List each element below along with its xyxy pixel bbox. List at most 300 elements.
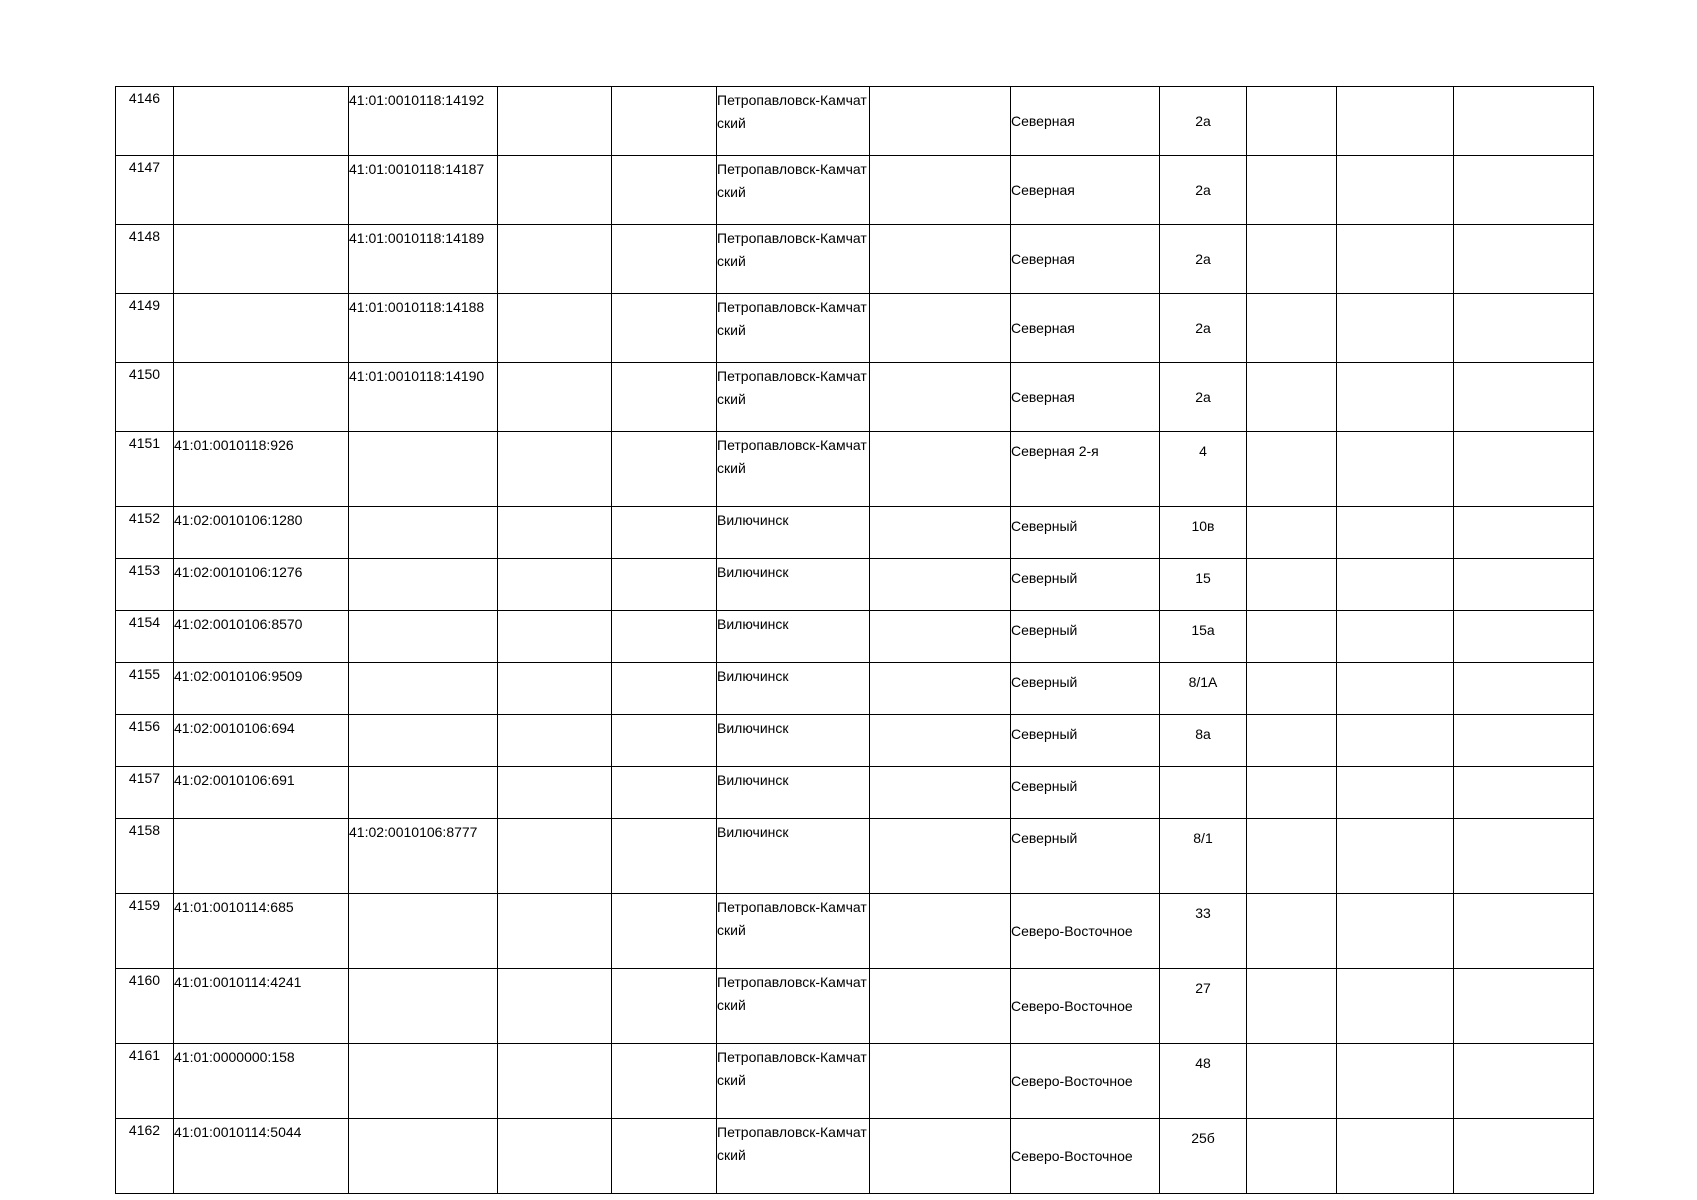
cadastral-number-cell-text: 41:01:0010118:926 [174, 437, 294, 453]
row-number-text: 4147 [128, 159, 161, 175]
empty-cell [1247, 432, 1337, 507]
cadastral-number-alt-cell-text: 41:01:0010118:14190 [349, 368, 485, 384]
street-cell-text: Северная [1011, 388, 1075, 405]
cadastral-number-alt-cell [349, 294, 498, 363]
row-number [116, 767, 174, 819]
street-cell-text: Северо-Восточное [1011, 1147, 1133, 1164]
row-number-text: 4149 [128, 297, 161, 313]
city-cell [717, 559, 870, 611]
cadastral-number-alt-cell [349, 87, 498, 156]
cadastral-number-alt-cell [349, 432, 498, 507]
empty-cell [1337, 767, 1454, 819]
row-number-text: 4151 [128, 435, 161, 451]
city-cell [717, 87, 870, 156]
empty-cell [1247, 611, 1337, 663]
empty-cell [1454, 715, 1594, 767]
table-row [116, 1119, 1594, 1194]
street-cell [1011, 559, 1160, 611]
empty-cell [870, 1044, 1011, 1119]
street-cell-text: Северный [1011, 570, 1078, 586]
city-cell [717, 663, 870, 715]
house-number-cell [1160, 432, 1247, 507]
street-cell [1011, 1119, 1160, 1194]
empty-cell [1337, 225, 1454, 294]
empty-cell [1454, 767, 1594, 819]
city-cell [717, 1119, 870, 1194]
empty-cell [870, 156, 1011, 225]
cadastral-number-alt-cell-text: 41:01:0010118:14188 [349, 299, 485, 315]
house-number-cell-text: 2а [1195, 181, 1211, 198]
row-number-text: 4150 [128, 366, 161, 382]
city-cell-text: Петропавловск-Камчатский [717, 899, 867, 938]
empty-cell [498, 559, 612, 611]
city-cell-text: Петропавловск-Камчатский [717, 230, 867, 269]
cadastral-number-alt-cell [349, 894, 498, 969]
row-number-text: 4146 [128, 90, 161, 106]
house-number-cell-text: 15 [1195, 570, 1211, 586]
city-cell [717, 715, 870, 767]
house-number-cell-text: 10в [1191, 518, 1215, 534]
empty-cell [1247, 819, 1337, 894]
empty-cell [498, 507, 612, 559]
table-row [116, 663, 1594, 715]
table-row [116, 1044, 1594, 1119]
empty-cell [1337, 156, 1454, 225]
cadastral-number-cell [174, 559, 349, 611]
house-number-cell-text: 8/1 [1193, 830, 1213, 846]
empty-cell [498, 663, 612, 715]
row-number [116, 663, 174, 715]
city-cell-text: Петропавловск-Камчатский [717, 368, 867, 407]
cadastral-number-alt-cell-text: 41:01:0010118:14192 [349, 92, 485, 108]
empty-cell [1454, 1044, 1594, 1119]
empty-cell [1454, 663, 1594, 715]
empty-cell [612, 156, 717, 225]
empty-cell [612, 507, 717, 559]
empty-cell [870, 819, 1011, 894]
cadastral-number-cell [174, 819, 349, 894]
empty-cell [498, 767, 612, 819]
empty-cell [870, 87, 1011, 156]
empty-cell [1454, 894, 1594, 969]
row-number [116, 87, 174, 156]
table-row [116, 611, 1594, 663]
row-number [116, 611, 174, 663]
house-number-cell [1160, 559, 1247, 611]
empty-cell [498, 87, 612, 156]
street-cell [1011, 294, 1160, 363]
table-row [116, 156, 1594, 225]
empty-cell [1454, 507, 1594, 559]
street-cell-text: Северный [1011, 726, 1078, 742]
empty-cell [1247, 225, 1337, 294]
cadastral-number-cell-text: 41:02:0010106:8570 [174, 616, 303, 632]
city-cell [717, 507, 870, 559]
city-cell-text: Петропавловск-Камчатский [717, 1049, 867, 1088]
house-number-cell-text: 27 [1195, 980, 1211, 996]
empty-cell [1247, 507, 1337, 559]
cadastral-number-cell [174, 715, 349, 767]
street-cell [1011, 611, 1160, 663]
street-cell [1011, 767, 1160, 819]
city-cell-text: Вилючинск [717, 512, 789, 528]
empty-cell [612, 819, 717, 894]
row-number [116, 1044, 174, 1119]
empty-cell [1454, 225, 1594, 294]
cadastral-number-alt-cell [349, 1119, 498, 1194]
row-number-text: 4161 [128, 1047, 161, 1063]
row-number-text: 4152 [128, 510, 161, 526]
table-row [116, 87, 1594, 156]
empty-cell [1454, 819, 1594, 894]
city-cell-text: Вилючинск [717, 668, 789, 684]
street-cell [1011, 715, 1160, 767]
street-cell [1011, 819, 1160, 894]
street-cell-text: Северо-Восточное [1011, 1072, 1133, 1089]
street-cell [1011, 156, 1160, 225]
row-number-text: 4159 [128, 897, 161, 913]
empty-cell [1337, 559, 1454, 611]
empty-cell [870, 294, 1011, 363]
city-cell [717, 432, 870, 507]
empty-cell [870, 507, 1011, 559]
empty-cell [1454, 156, 1594, 225]
empty-cell [498, 819, 612, 894]
empty-cell [498, 715, 612, 767]
cadastral-number-alt-cell [349, 559, 498, 611]
empty-cell [1454, 969, 1594, 1044]
city-cell [717, 767, 870, 819]
cadastral-number-alt-cell [349, 1044, 498, 1119]
row-number [116, 294, 174, 363]
house-number-cell-text: 48 [1195, 1055, 1211, 1071]
row-number-text: 4160 [128, 972, 161, 988]
empty-cell [1247, 663, 1337, 715]
city-cell [717, 611, 870, 663]
cadastral-number-alt-cell [349, 663, 498, 715]
cadastral-number-cell [174, 432, 349, 507]
street-cell-text: Северная [1011, 250, 1075, 267]
cadastral-number-alt-cell [349, 969, 498, 1044]
empty-cell [870, 715, 1011, 767]
empty-cell [498, 156, 612, 225]
empty-cell [612, 611, 717, 663]
empty-cell [612, 432, 717, 507]
row-number [116, 432, 174, 507]
empty-cell [1337, 1119, 1454, 1194]
empty-cell [1454, 432, 1594, 507]
house-number-cell [1160, 819, 1247, 894]
table-row [116, 559, 1594, 611]
empty-cell [498, 363, 612, 432]
cadastral-number-cell [174, 507, 349, 559]
empty-cell [498, 432, 612, 507]
street-cell-text: Северная [1011, 181, 1075, 198]
cadastral-number-cell [174, 87, 349, 156]
empty-cell [1337, 894, 1454, 969]
empty-cell [870, 225, 1011, 294]
empty-cell [1337, 819, 1454, 894]
city-cell-text: Петропавловск-Камчатский [717, 161, 867, 200]
row-number-text: 4154 [128, 614, 161, 630]
cadastral-number-alt-cell [349, 156, 498, 225]
house-number-cell [1160, 1044, 1247, 1119]
table-row [116, 894, 1594, 969]
street-cell [1011, 969, 1160, 1044]
row-number [116, 715, 174, 767]
house-number-cell-text: 4 [1199, 443, 1207, 459]
cadastral-number-alt-cell-text: 41:02:0010106:8777 [349, 824, 478, 840]
empty-cell [1247, 969, 1337, 1044]
house-number-cell-text: 2а [1195, 250, 1211, 267]
cadastral-number-cell [174, 156, 349, 225]
empty-cell [498, 969, 612, 1044]
empty-cell [1337, 611, 1454, 663]
cadastral-number-alt-cell [349, 507, 498, 559]
empty-cell [1454, 294, 1594, 363]
row-number [116, 894, 174, 969]
empty-cell [870, 611, 1011, 663]
cadastral-number-cell-text: 41:02:0010106:1276 [174, 564, 303, 580]
empty-cell [498, 1044, 612, 1119]
row-number [116, 969, 174, 1044]
street-cell-text: Северный [1011, 622, 1078, 638]
empty-cell [612, 294, 717, 363]
cadastral-number-alt-cell-text: 41:01:0010118:14187 [349, 161, 485, 177]
house-number-cell [1160, 715, 1247, 767]
city-cell [717, 819, 870, 894]
empty-cell [1337, 294, 1454, 363]
cadastral-number-cell [174, 969, 349, 1044]
empty-cell [612, 87, 717, 156]
cadastral-number-cell [174, 1044, 349, 1119]
street-cell-text: Северная [1011, 112, 1075, 129]
empty-cell [1337, 507, 1454, 559]
empty-cell [870, 894, 1011, 969]
city-cell [717, 294, 870, 363]
row-number [116, 363, 174, 432]
empty-cell [1337, 715, 1454, 767]
empty-cell [1247, 1044, 1337, 1119]
cadastral-number-cell [174, 894, 349, 969]
empty-cell [612, 559, 717, 611]
city-cell-text: Вилючинск [717, 616, 789, 632]
house-number-cell [1160, 225, 1247, 294]
street-cell-text: Северо-Восточное [1011, 997, 1133, 1014]
city-cell-text: Петропавловск-Камчатский [717, 92, 867, 131]
street-cell [1011, 87, 1160, 156]
house-number-cell [1160, 767, 1247, 819]
empty-cell [612, 1044, 717, 1119]
empty-cell [498, 294, 612, 363]
empty-cell [1337, 363, 1454, 432]
row-number-text: 4153 [128, 562, 161, 578]
row-number [116, 225, 174, 294]
house-number-cell-text: 33 [1195, 905, 1211, 921]
house-number-cell [1160, 156, 1247, 225]
cadastral-number-cell-text: 41:01:0010114:5044 [174, 1124, 302, 1140]
house-number-cell [1160, 894, 1247, 969]
cadastral-number-cell [174, 294, 349, 363]
empty-cell [498, 1119, 612, 1194]
row-number-text: 4162 [128, 1122, 161, 1138]
cadastral-number-cell-text: 41:02:0010106:9509 [174, 668, 303, 684]
table-row [116, 363, 1594, 432]
registry-table [115, 86, 1594, 1194]
empty-cell [612, 363, 717, 432]
empty-cell [1454, 1119, 1594, 1194]
empty-cell [870, 559, 1011, 611]
street-cell-text: Северный [1011, 518, 1078, 534]
empty-cell [1337, 432, 1454, 507]
city-cell [717, 969, 870, 1044]
house-number-cell-text: 2а [1195, 112, 1211, 129]
cadastral-number-cell [174, 663, 349, 715]
empty-cell [612, 715, 717, 767]
city-cell-text: Вилючинск [717, 824, 789, 840]
row-number [116, 507, 174, 559]
table-row [116, 294, 1594, 363]
house-number-cell [1160, 507, 1247, 559]
empty-cell [1247, 1119, 1337, 1194]
cadastral-number-cell [174, 611, 349, 663]
city-cell-text: Вилючинск [717, 772, 789, 788]
city-cell [717, 363, 870, 432]
cadastral-number-alt-cell [349, 819, 498, 894]
city-cell-text: Вилючинск [717, 720, 789, 736]
empty-cell [1247, 294, 1337, 363]
cadastral-number-cell-text: 41:01:0010114:685 [174, 899, 294, 915]
empty-cell [1247, 894, 1337, 969]
street-cell [1011, 1044, 1160, 1119]
row-number-text: 4157 [128, 770, 161, 786]
empty-cell [870, 663, 1011, 715]
table-row [116, 715, 1594, 767]
row-number-text: 4155 [128, 666, 161, 682]
empty-cell [498, 611, 612, 663]
table-row [116, 225, 1594, 294]
row-number-text: 4158 [128, 822, 161, 838]
cadastral-number-alt-cell [349, 767, 498, 819]
house-number-cell-text: 8а [1195, 726, 1211, 742]
cadastral-number-cell [174, 767, 349, 819]
empty-cell [870, 432, 1011, 507]
cadastral-number-cell [174, 363, 349, 432]
street-cell [1011, 432, 1160, 507]
city-cell [717, 894, 870, 969]
cadastral-number-alt-cell [349, 363, 498, 432]
empty-cell [612, 225, 717, 294]
empty-cell [870, 363, 1011, 432]
empty-cell [1337, 969, 1454, 1044]
city-cell [717, 156, 870, 225]
empty-cell [612, 663, 717, 715]
empty-cell [1247, 715, 1337, 767]
street-cell [1011, 663, 1160, 715]
street-cell-text: Северная 2-я [1011, 443, 1099, 459]
empty-cell [498, 894, 612, 969]
cadastral-number-alt-cell [349, 715, 498, 767]
table-row [116, 969, 1594, 1044]
empty-cell [1337, 1044, 1454, 1119]
house-number-cell [1160, 363, 1247, 432]
house-number-cell-text: 15а [1191, 622, 1215, 638]
house-number-cell [1160, 611, 1247, 663]
table-row [116, 507, 1594, 559]
empty-cell [1247, 87, 1337, 156]
street-cell-text: Северный [1011, 778, 1078, 794]
empty-cell [1454, 611, 1594, 663]
cadastral-number-cell-text: 41:01:0000000:158 [174, 1049, 295, 1065]
house-number-cell [1160, 294, 1247, 363]
empty-cell [1454, 559, 1594, 611]
city-cell-text: Петропавловск-Камчатский [717, 299, 867, 338]
row-number [116, 819, 174, 894]
empty-cell [612, 767, 717, 819]
empty-cell [1454, 363, 1594, 432]
house-number-cell-text: 25б [1191, 1130, 1215, 1146]
empty-cell [498, 225, 612, 294]
table-body [116, 87, 1594, 1194]
empty-cell [870, 767, 1011, 819]
table-row [116, 432, 1594, 507]
street-cell-text: Северный [1011, 830, 1078, 846]
table-row [116, 767, 1594, 819]
house-number-cell [1160, 969, 1247, 1044]
cadastral-number-cell [174, 225, 349, 294]
house-number-cell [1160, 87, 1247, 156]
table-row [116, 819, 1594, 894]
cadastral-number-alt-cell [349, 611, 498, 663]
cadastral-number-cell-text: 41:02:0010106:694 [174, 720, 295, 736]
street-cell [1011, 363, 1160, 432]
empty-cell [1454, 87, 1594, 156]
cadastral-number-alt-cell-text: 41:01:0010118:14189 [349, 230, 485, 246]
row-number [116, 1119, 174, 1194]
empty-cell [612, 894, 717, 969]
row-number [116, 559, 174, 611]
empty-cell [1247, 156, 1337, 225]
empty-cell [1337, 87, 1454, 156]
row-number-text: 4148 [128, 228, 161, 244]
city-cell-text: Вилючинск [717, 564, 789, 580]
street-cell-text: Северная [1011, 319, 1075, 336]
cadastral-number-cell-text: 41:02:0010106:691 [174, 772, 295, 788]
house-number-cell [1160, 1119, 1247, 1194]
row-number [116, 156, 174, 225]
city-cell-text: Петропавловск-Камчатский [717, 974, 867, 1013]
empty-cell [612, 1119, 717, 1194]
row-number-text: 4156 [128, 718, 161, 734]
empty-cell [870, 1119, 1011, 1194]
street-cell [1011, 225, 1160, 294]
street-cell-text: Северо-Восточное [1011, 922, 1133, 939]
city-cell [717, 1044, 870, 1119]
city-cell [717, 225, 870, 294]
street-cell-text: Северный [1011, 674, 1078, 690]
empty-cell [1247, 559, 1337, 611]
house-number-cell-text: 2а [1195, 388, 1211, 405]
street-cell [1011, 894, 1160, 969]
house-number-cell-text: 2а [1195, 319, 1211, 336]
cadastral-number-cell [174, 1119, 349, 1194]
house-number-cell [1160, 663, 1247, 715]
empty-cell [1247, 363, 1337, 432]
city-cell-text: Петропавловск-Камчатский [717, 437, 867, 476]
empty-cell [870, 969, 1011, 1044]
street-cell [1011, 507, 1160, 559]
cadastral-number-cell-text: 41:01:0010114:4241 [174, 974, 302, 990]
